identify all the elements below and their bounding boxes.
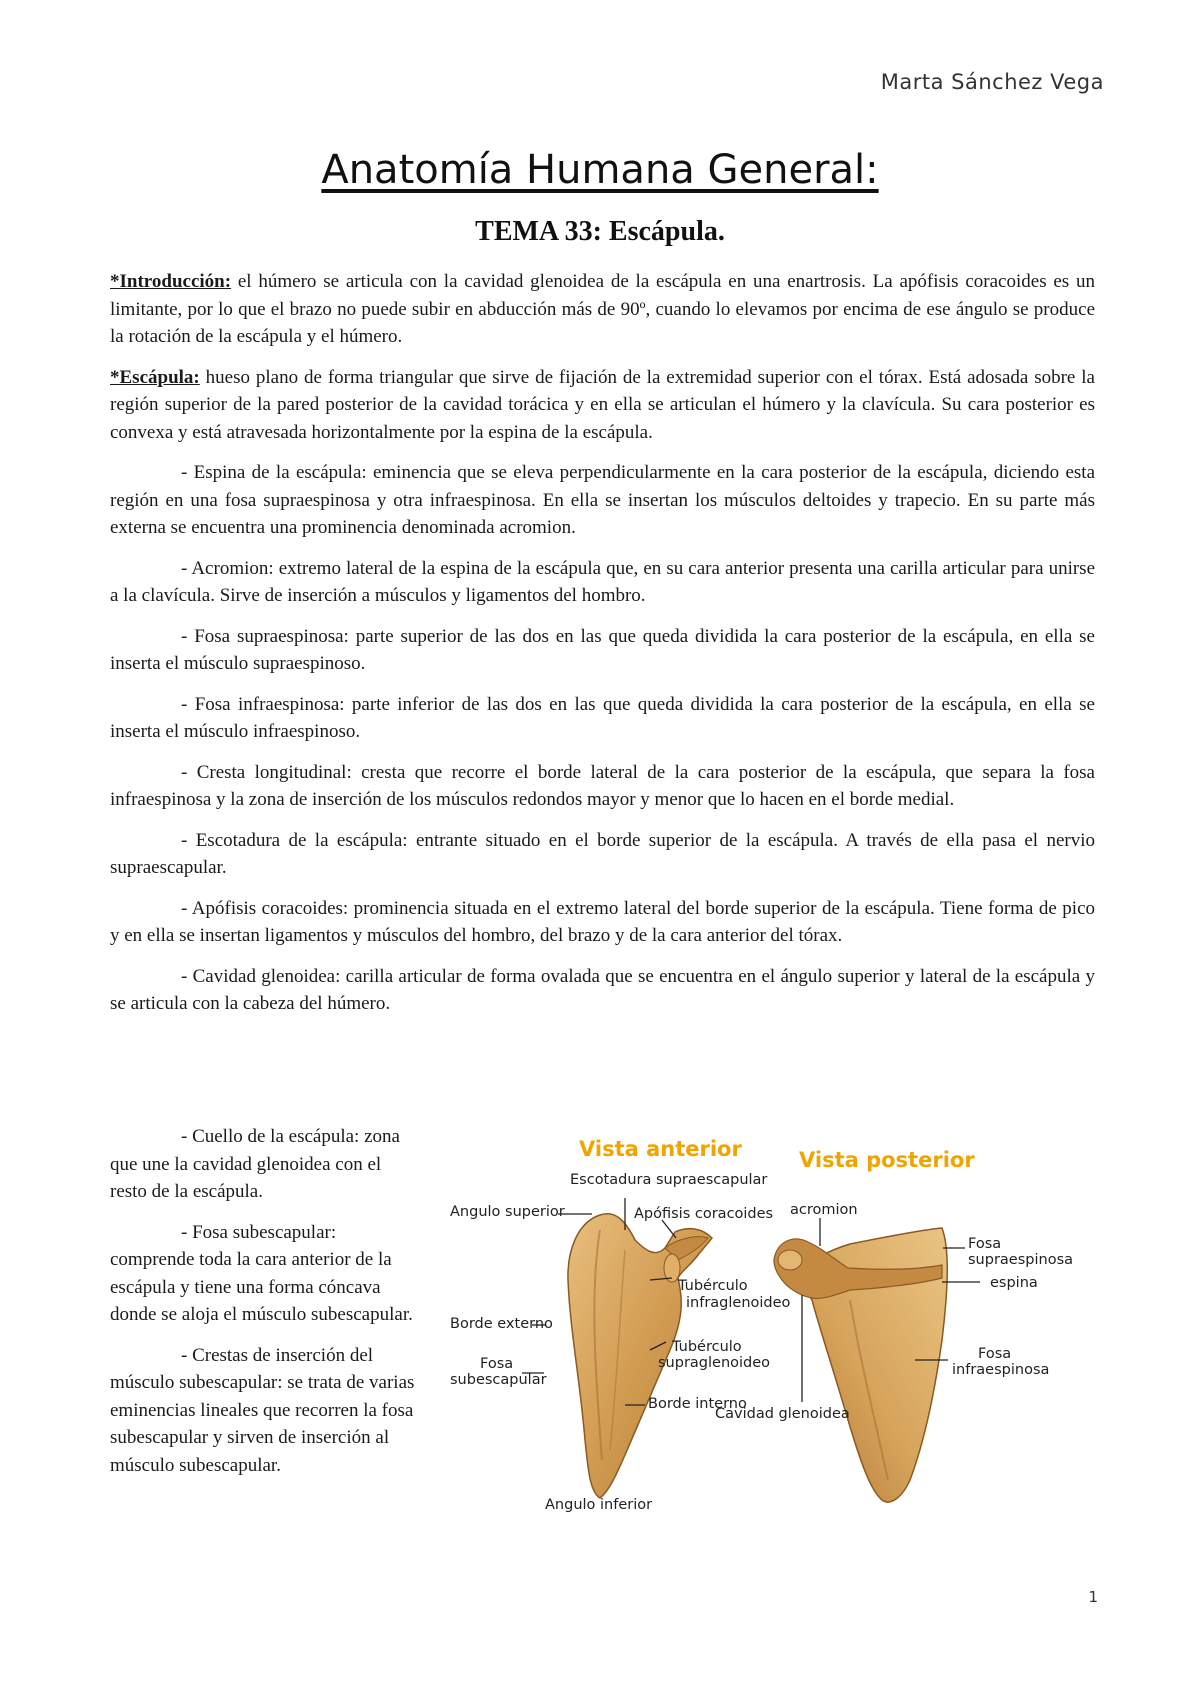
item-acromion: - Acromion: extremo lateral de la espina de la escápula que, en su cara anterior presenta una carilla articular para unirse a la clavícula. Sirve de inserción a músculos y ligamentos del hombro. xyxy=(110,557,1095,606)
item-cuello: - Cuello de la escápula: zona que une la cavidad glenoidea con el resto de la escápula. xyxy=(110,1126,400,1202)
item-fosa-infraespinosa: - Fosa infraespinosa: parte inferior de las dos en las que queda dividida la cara posterior de la escápula, en ella se inserta el músculo infraespinoso. xyxy=(110,693,1095,742)
label-tuberculo-infra-2: infraglenoideo xyxy=(686,1295,791,1311)
escapula-text: hueso plano de forma triangular que sirve de fijación de la extremidad superior con el tórax. Está adosada sobre la región superior de la pared posterior de la cavidad torácica y en ella se articulan el húmero y la clavícula. Su cara posterior es convexa y está atravesada horizontalmente por la espina de la escápula. xyxy=(110,366,1095,443)
label-angulo-superior: Angulo superior xyxy=(450,1204,565,1220)
item-escotadura: - Escotadura de la escápula: entrante situado en el borde superior de la escápula. A través de ella pasa el nervio supraescapular. xyxy=(110,829,1095,878)
intro-text: el húmero se articula con la cavidad glenoidea de la escápula en una enartrosis. La apófisis coracoides es un limitante, por lo que el brazo no puede subir en abducción más de 90º, cuando lo elevamos por encima de ese ángulo se produce la rotación de la escápula y el húmero. xyxy=(110,271,1095,347)
label-espina: espina xyxy=(990,1275,1038,1291)
label-cavidad: Cavidad glenoidea xyxy=(715,1406,850,1422)
label-acromion: acromion xyxy=(790,1202,858,1218)
item-fosa-supraespinosa: - Fosa supraespinosa: parte superior de las dos en las que queda dividida la cara posterior de la escápula, en ella se inserta el músculo supraespinoso. xyxy=(110,625,1095,674)
item-espina: - Espina de la escápula: eminencia que se eleva perpendicularmente en la cara posterior de la escápula, diciendo esta región en una fosa supraespinosa y otra infraespinosa. En ella se insertan los músculos deltoides y trapecio. En su parte más externa se encuentra una prominencia denominada acromion. xyxy=(110,462,1095,538)
label-fosa-supra-1: Fosa xyxy=(968,1236,1002,1252)
label-borde-interno: Borde interno xyxy=(648,1396,747,1412)
item-apofisis-coracoides: - Apófisis coracoides: prominencia situada en el extremo lateral del borde superior de la escápula. Tiene forma de pico y en ella se insertan ligamentos y músculos del hombro, del brazo y de la cara anterior del tórax. xyxy=(110,897,1095,946)
scapula-figure xyxy=(450,1120,1110,1530)
topic-heading: TEMA 33: Escápula. xyxy=(475,216,725,247)
intro-lead: *Introducción: xyxy=(110,271,232,292)
author-header: Marta Sánchez Vega xyxy=(880,70,1104,94)
escapula-paragraph xyxy=(110,364,1095,447)
label-angulo-inferior: Angulo inferior xyxy=(545,1497,653,1513)
label-tuberculo-supra-1: Tubérculo xyxy=(672,1339,742,1355)
label-fosa-supra-2: supraespinosa xyxy=(968,1252,1074,1268)
posterior-scapula-shape xyxy=(774,1228,947,1502)
item-fosa-subescapular: - Fosa subescapular: comprende toda la cara anterior de la escápula y tiene una forma cóncava donde se aloja el músculo subescapular. xyxy=(110,1221,413,1325)
left-column-text xyxy=(110,1123,422,1492)
item-cavidad-glenoidea: - Cavidad glenoidea: carilla articular de forma ovalada que se encuentra en el ángulo superior y lateral de la escápula y se articula con la cabeza del húmero. xyxy=(110,965,1095,1014)
label-tuberculo-supra-2: supraglenoideo xyxy=(658,1355,771,1371)
label-fosa-sub-2: subescapular xyxy=(450,1372,547,1388)
item-cresta-longitudinal: - Cresta longitudinal: cresta que recorre el borde lateral de la cara posterior de la escápula, que separa la fosa infraespinosa y la zona de inserción de los músculos redondos mayor y menor que lo hacen en el borde medial. xyxy=(110,761,1095,810)
intro-paragraph xyxy=(110,268,1095,351)
label-fosa-infra-2: infraespinosa xyxy=(952,1362,1050,1378)
page-number: 1 xyxy=(1088,1588,1098,1606)
label-borde-externo: Borde externo xyxy=(450,1316,553,1332)
document-title: Anatomía Humana General: xyxy=(321,147,879,193)
posterior-view-title: Vista posterior xyxy=(799,1148,975,1172)
label-fosa-infra-1: Fosa xyxy=(978,1346,1012,1362)
main-text xyxy=(110,268,1095,1031)
label-apofisis: Apófisis coracoides xyxy=(634,1206,774,1222)
item-crestas-insercion: - Crestas de inserción del músculo subescapular: se trata de varias eminencias lineales que recorren la fosa subescapular y sirven de inserción al músculo subescapular. xyxy=(110,1344,415,1476)
label-fosa-sub-1: Fosa xyxy=(480,1356,514,1372)
label-tuberculo-infra-1: Tubérculo xyxy=(678,1278,748,1294)
anterior-view-title: Vista anterior xyxy=(579,1137,742,1161)
escapula-lead: *Escápula: xyxy=(110,366,200,388)
label-escotadura: Escotadura supraescapular xyxy=(570,1172,768,1188)
